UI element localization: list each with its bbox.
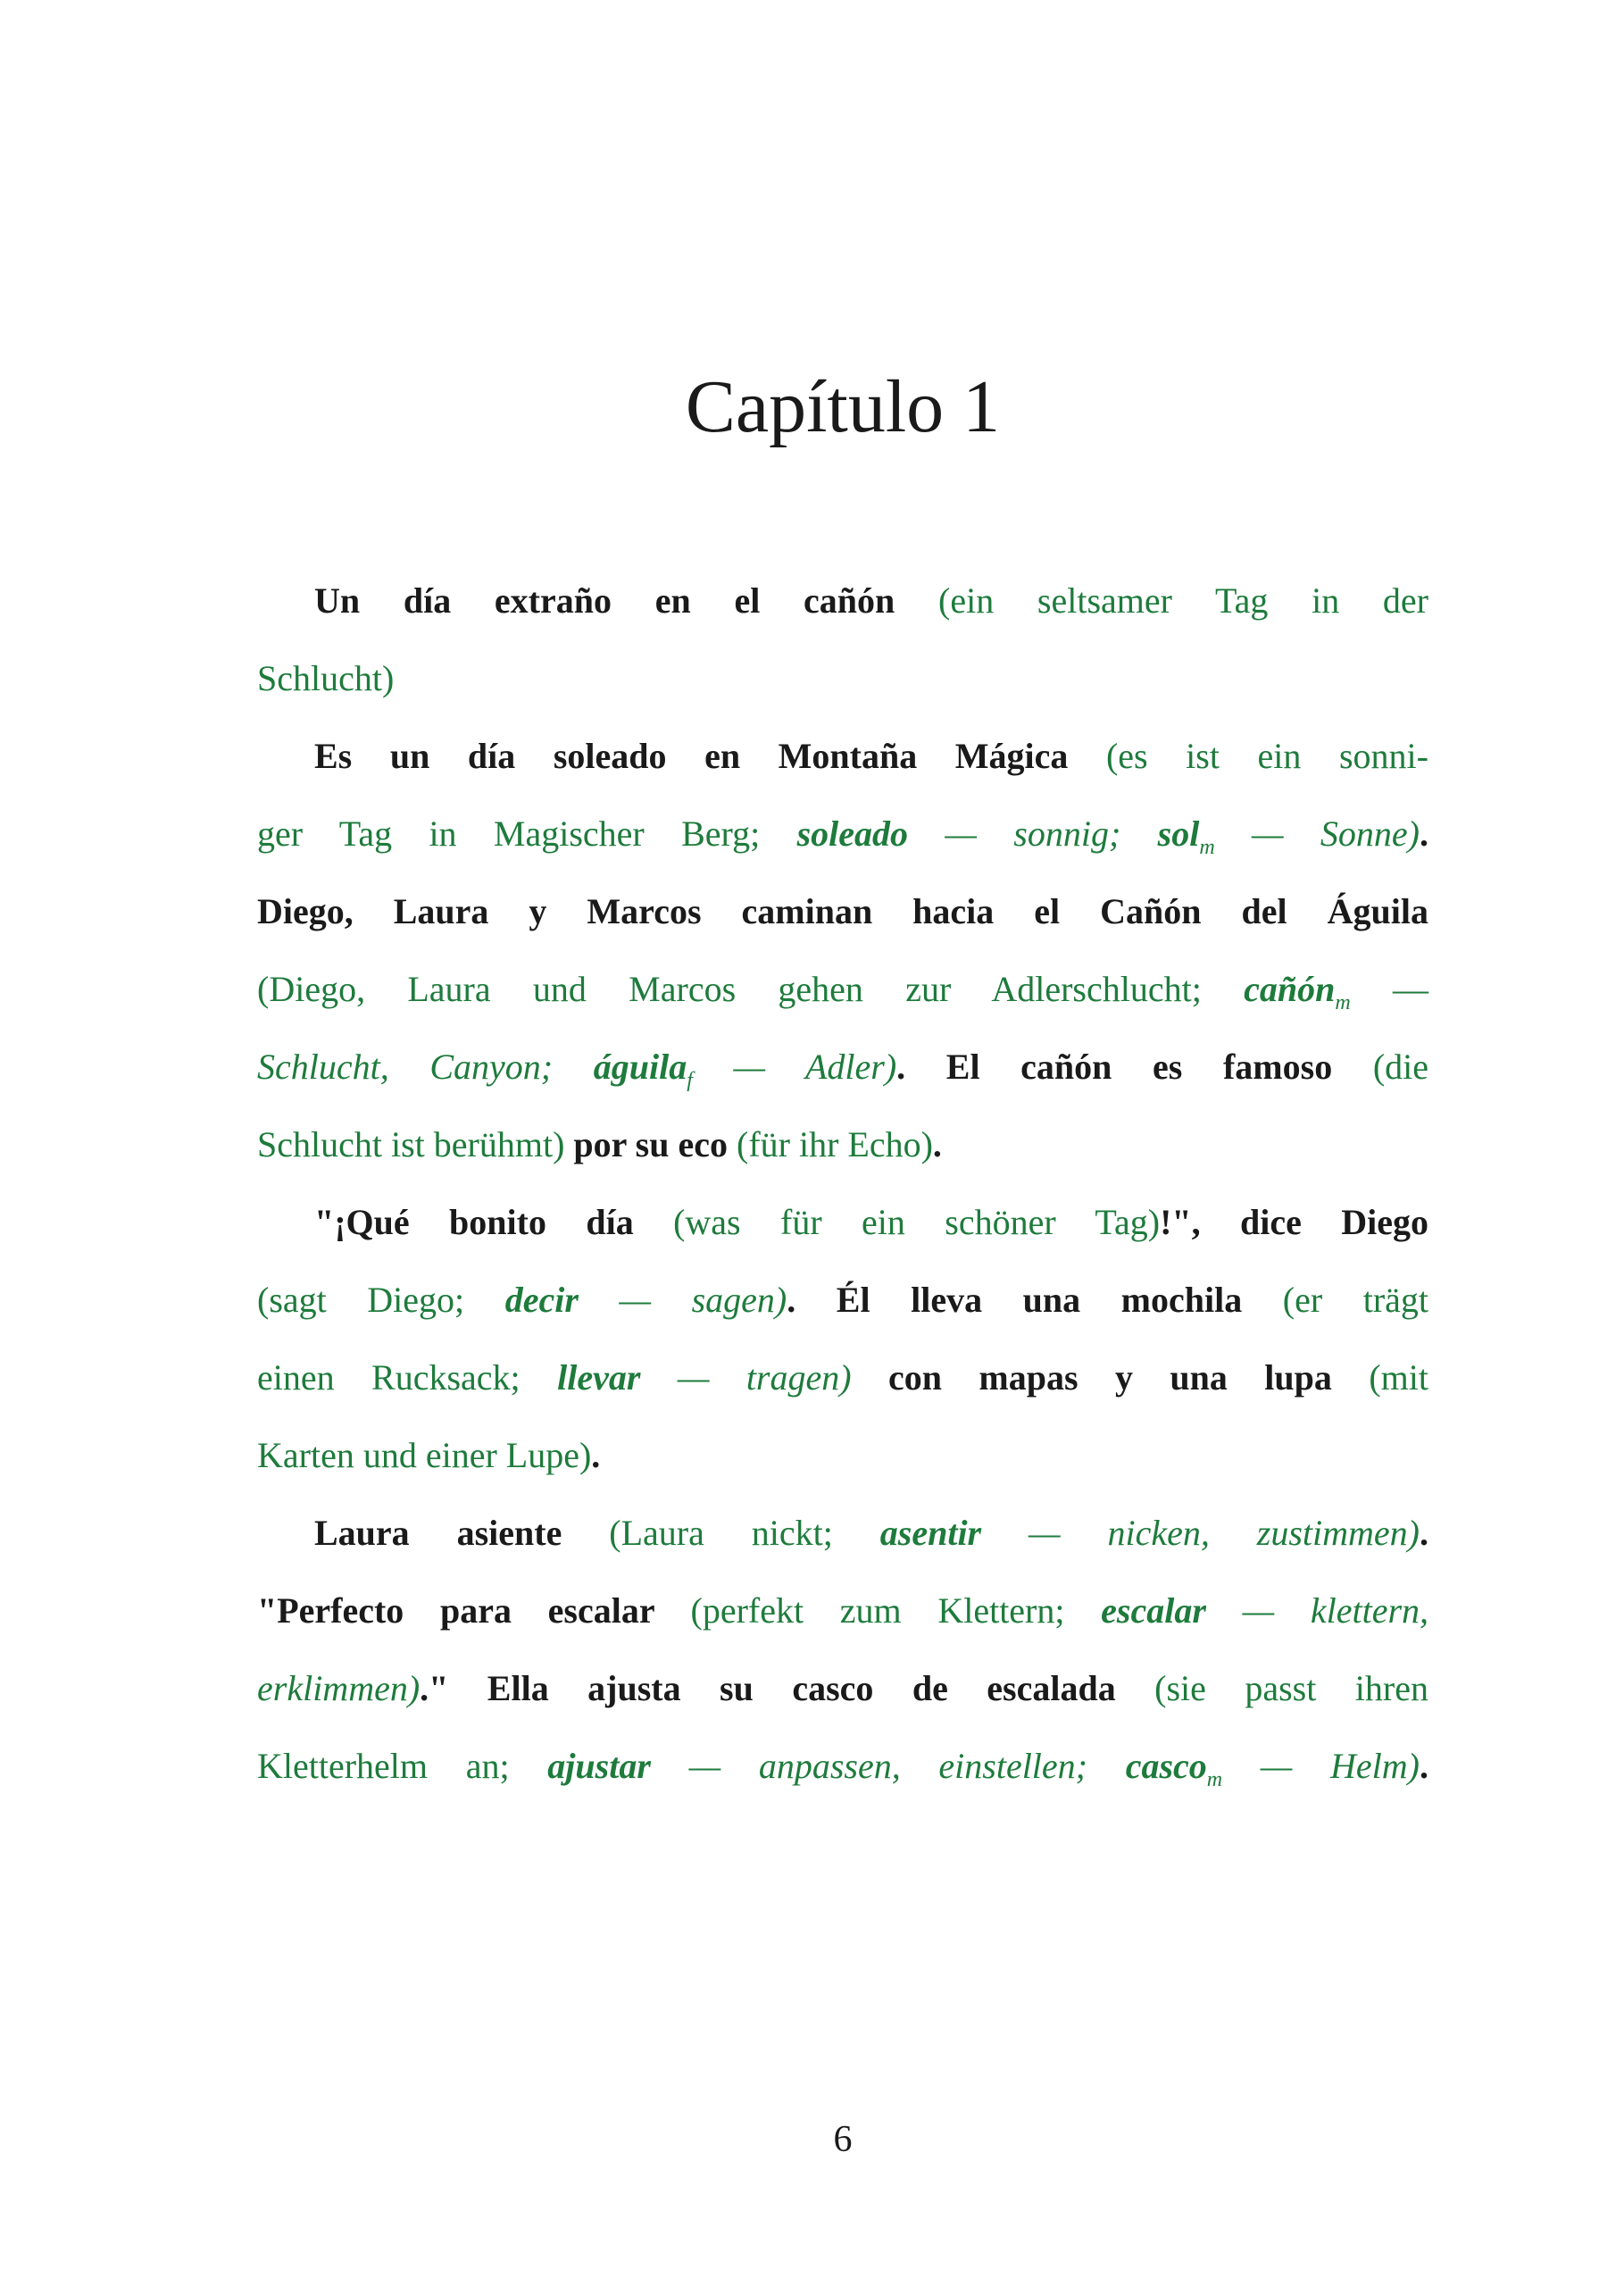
text-run: Kletterhelm an; [257,1746,548,1786]
text-run: Diego, Laura y Marcos caminan hacia el Cañón del Águila [257,891,1428,931]
text-run: — tragen) [640,1357,852,1398]
paragraph [257,1494,1428,1805]
text-line [257,872,1428,950]
text-run: . [1420,1513,1428,1553]
text-run: (für ihr Echo) [737,1124,933,1164]
text-run: . [1420,1746,1429,1786]
text-line [257,1183,1428,1261]
text-run: . El cañón es famoso [896,1047,1373,1087]
text-run: (die [1372,1047,1428,1087]
text-run: (mit [1369,1357,1429,1398]
text-run: m [1199,836,1215,860]
text-run: . Él lleva una mochila [787,1280,1283,1320]
text-run: (Laura nickt; [609,1513,880,1553]
text-run: Es un día soleado en Montaña Mágica [314,736,1106,776]
text-run: — Adler) [692,1047,897,1087]
text-run: m [1335,991,1351,1015]
text-run: — anpassen, einstellen; [650,1746,1126,1786]
text-run: (sie passt ihren [1154,1668,1428,1708]
text-run: (was für ein schöner Tag) [673,1202,1161,1242]
text-run: — Sonne) [1214,814,1420,854]
text-run: (Diego, Laura und Marcos gehen zur Adlerschlucht; [257,969,1245,1009]
paragraph [257,1183,1428,1494]
text-run: . [591,1435,601,1475]
text-run: "¡Qué bonito día [314,1202,674,1242]
text-run: sol [1157,814,1200,854]
text-line [257,717,1428,795]
page-number: 6 [833,2119,853,2160]
text-run: !", dice Diego [1160,1202,1429,1242]
text-run: ajustar [547,1746,651,1786]
text-run: Schlucht, Canyon; [257,1047,594,1087]
text-run: soleado [796,814,909,854]
text-run: (er trägt [1282,1280,1429,1320]
text-run: escalar [1101,1590,1206,1631]
text-run: — klettern, [1205,1590,1429,1631]
text-run: (es ist ein sonni- [1105,736,1428,776]
text-run: Karten und einer Lupe) [257,1435,592,1475]
text-run: llevar [557,1357,641,1398]
text-run: — Helm) [1222,1746,1420,1786]
text-run: águila [593,1047,687,1087]
text-line [257,639,1428,717]
text-run: decir [504,1280,579,1320]
text-line [257,1028,1428,1106]
text-run: cañón [1244,969,1336,1009]
text-run: einen Rucksack; [257,1357,558,1398]
text-run: f [687,1069,693,1093]
text-run: m [1206,1768,1223,1792]
text-line [257,1649,1428,1727]
text-run: erklimmen) [257,1668,421,1708]
text-run: Un día extraño en el cañón [314,580,939,621]
footer [257,2118,1428,2161]
text-line [257,1261,1428,1339]
text-line [257,1106,1428,1183]
text-run: — sonnig; [908,814,1158,854]
paragraph [257,562,1428,717]
text-run: ." Ella ajusta su casco de escalada [420,1668,1155,1708]
text-run: . [932,1124,942,1164]
text-line [257,795,1428,872]
text-run: — nicken, zustimmen) [981,1513,1420,1553]
text-run: asentir [879,1513,982,1553]
text-run: por su eco [573,1124,737,1164]
text-run: (ein seltsamer Tag in der [938,580,1428,621]
text-line [257,1339,1428,1416]
text-line [257,1727,1428,1805]
text-run: (sagt Diego; [257,1280,505,1320]
text-line [257,950,1428,1028]
text-run: Laura asiente [314,1513,610,1553]
text-line [257,1416,1428,1494]
text-run: Schlucht ist berühmt) [257,1124,574,1164]
paragraph [257,717,1428,1183]
text-run: casco [1125,1746,1207,1786]
text-run: — [1350,969,1428,1009]
text-run: (perfekt zum Klettern; [690,1590,1102,1631]
chapter-title: Capítulo 1 [685,365,1001,448]
text-line [257,1572,1428,1649]
text-line [257,1494,1428,1572]
text-run: con mapas y una lupa [851,1357,1370,1398]
text-run: Schlucht) [257,658,395,698]
text-block [257,0,1428,1805]
text-run: "Perfecto para escalar [257,1590,691,1631]
text-run: ger Tag in Magischer Berg; [257,814,797,854]
text-run: . [1420,814,1428,854]
text-line [257,562,1428,639]
text-run: — sagen) [578,1280,787,1320]
page-body [257,562,1428,1805]
